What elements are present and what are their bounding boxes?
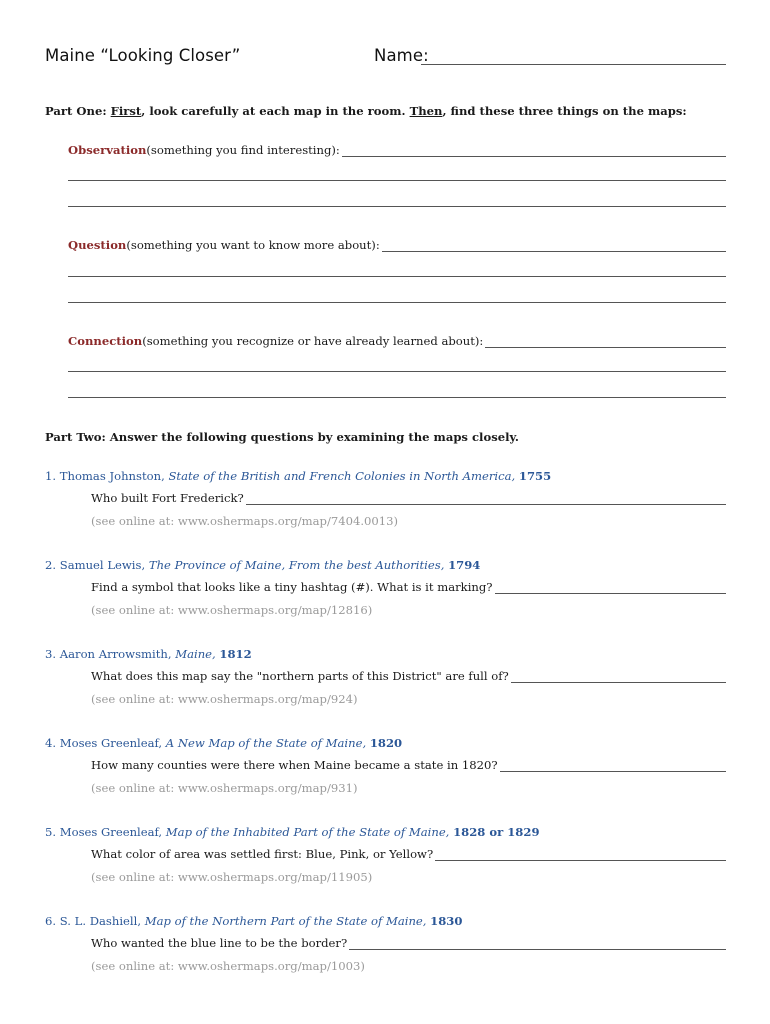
- name-field-line[interactable]: [421, 64, 726, 65]
- map-citation: 3. Aaron Arrowsmith, Maine, 1812: [45, 647, 252, 661]
- map-link: (see online at: www.oshermaps.org/map/11905): [91, 870, 373, 884]
- map-link: (see online at: www.oshermaps.org/map/931): [91, 781, 358, 795]
- map-question: What color of area was settled first: Blue, Pink, or Yellow?: [91, 847, 726, 861]
- map-citation: 4. Moses Greenleaf, A New Map of the State of Maine, 1820: [45, 736, 403, 750]
- connection-answer-line[interactable]: [68, 397, 726, 398]
- answer-line[interactable]: [495, 581, 726, 594]
- map-link: (see online at: www.oshermaps.org/map/924): [91, 692, 358, 706]
- answer-line[interactable]: [511, 670, 726, 683]
- connection-answer-line[interactable]: [68, 371, 726, 372]
- map-citation: 2. Samuel Lewis, The Province of Maine, From the best Authorities, 1794: [45, 558, 481, 572]
- answer-line[interactable]: [500, 759, 726, 772]
- part-one-heading: Part One: First, look carefully at each map in the room. Then, find these three things on the maps:: [45, 104, 687, 118]
- map-citation: 6. S. L. Dashiell, Map of the Northern Part of the State of Maine, 1830: [45, 914, 463, 928]
- connection-answer-line[interactable]: [485, 335, 726, 348]
- map-citation: 5. Moses Greenleaf, Map of the Inhabited Part of the State of Maine, 1828 or 1829: [45, 825, 540, 839]
- map-question: Find a symbol that looks like a tiny hashtag (#). What is it marking?: [91, 580, 726, 594]
- question-answer-line[interactable]: [68, 276, 726, 277]
- connection-prompt: Connection (something you recognize or have already learned about):: [68, 334, 726, 348]
- page-title: Maine “Looking Closer”: [45, 46, 241, 65]
- map-link: (see online at: www.oshermaps.org/map/1003): [91, 959, 365, 973]
- map-question: Who wanted the blue line to be the border?: [91, 936, 726, 950]
- question-prompt: Question (something you want to know more about):: [68, 238, 726, 252]
- observation-answer-line[interactable]: [68, 206, 726, 207]
- observation-prompt: Observation (something you find interesting):: [68, 143, 726, 157]
- map-link: (see online at: www.oshermaps.org/map/12816): [91, 603, 373, 617]
- name-label: Name:: [374, 46, 429, 65]
- answer-line[interactable]: [349, 937, 726, 950]
- map-citation: 1. Thomas Johnston, State of the British and French Colonies in North America, 1755: [45, 469, 552, 483]
- map-question: How many counties were there when Maine became a state in 1820?: [91, 758, 726, 772]
- map-link: (see online at: www.oshermaps.org/map/7404.0013): [91, 514, 399, 528]
- question-answer-line[interactable]: [68, 302, 726, 303]
- map-question: Who built Fort Frederick?: [91, 491, 726, 505]
- answer-line[interactable]: [246, 492, 726, 505]
- answer-line[interactable]: [435, 848, 726, 861]
- observation-answer-line[interactable]: [68, 180, 726, 181]
- question-answer-line[interactable]: [382, 239, 726, 252]
- map-question: What does this map say the "northern parts of this District" are full of?: [91, 669, 726, 683]
- observation-answer-line[interactable]: [342, 144, 726, 157]
- part-two-heading: Part Two: Answer the following questions by examining the maps closely.: [45, 430, 519, 444]
